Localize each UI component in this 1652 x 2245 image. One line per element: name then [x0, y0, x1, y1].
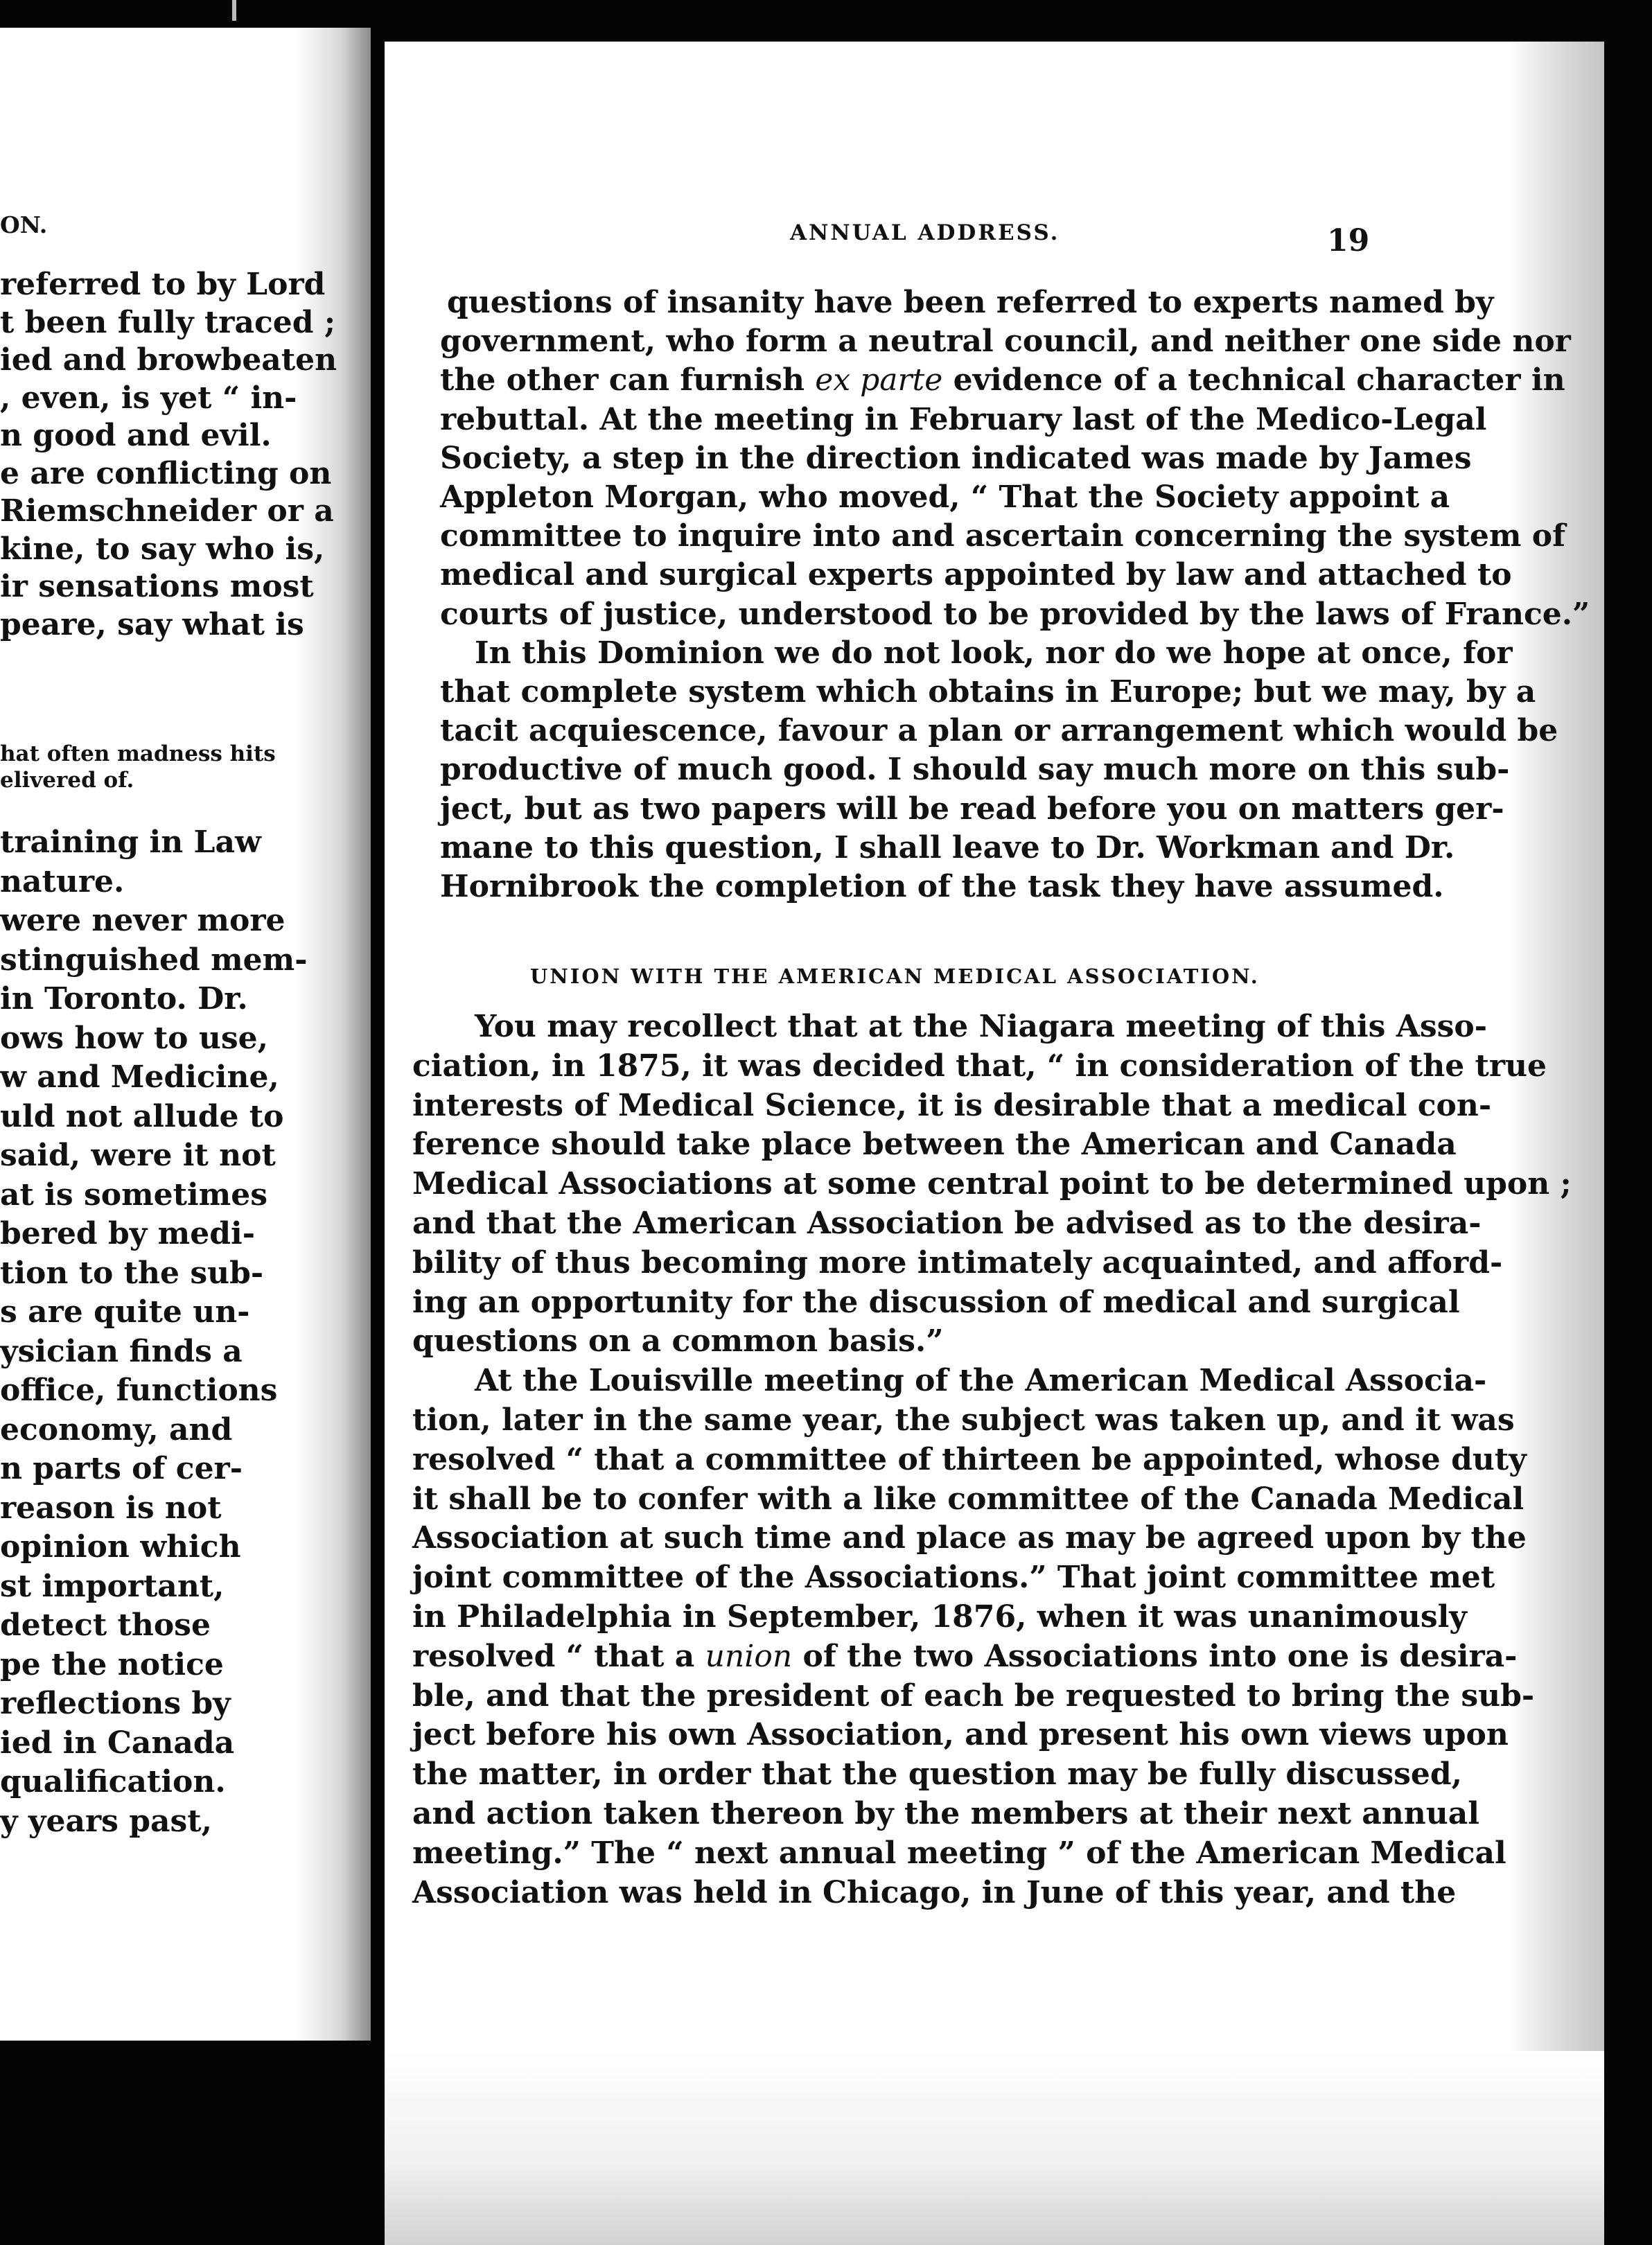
right-page	[385, 42, 1604, 2245]
left-text-line: bered by medi-	[0, 1216, 255, 1251]
left-text-line: ysician finds a	[0, 1333, 243, 1369]
left-text-line: reason is not	[0, 1490, 222, 1526]
page-bottom-shade	[385, 2051, 1604, 2245]
body-line: ciation, in 1875, it was decided that, “ in consideration of the true	[412, 1048, 1547, 1084]
body-line: joint committee of the Associations.” That joint committee met	[412, 1560, 1495, 1596]
left-text-line: n parts of cer-	[0, 1451, 243, 1486]
body-line: questions on a common basis.”	[412, 1323, 944, 1359]
body-line: resolved “ that a union of the two Associations into one is desira-	[412, 1638, 1518, 1674]
left-text-line: training in Law	[0, 825, 261, 860]
body-line: ject before his own Association, and present his own views upon	[412, 1717, 1509, 1753]
left-text-line: t been fully traced ;	[0, 304, 336, 340]
scan-border	[1604, 42, 1652, 2245]
left-text-line: reflections by	[0, 1686, 231, 1721]
left-text-line: ir sensations most	[0, 569, 314, 604]
section-heading: UNION WITH THE AMERICAN MEDICAL ASSOCIATION.	[530, 965, 1260, 988]
body-line: Hornibrook the completion of the task they have assumed.	[440, 869, 1444, 904]
body-line: and action taken thereon by the members at their next annual	[412, 1796, 1479, 1831]
body-line: tion, later in the same year, the subject was taken up, and it was	[412, 1402, 1515, 1438]
left-text-line: tion to the sub-	[0, 1255, 264, 1291]
body-line: Society, a step in the direction indicated was made by James	[440, 440, 1472, 476]
left-text-line: ied in Canada	[0, 1725, 235, 1761]
left-text-line: n good and evil.	[0, 418, 272, 453]
body-line: medical and surgical experts appointed by law and attached to	[440, 557, 1512, 593]
left-running-head: ON.	[0, 211, 48, 238]
left-text-line: uld not allude to	[0, 1098, 284, 1134]
left-page	[0, 28, 371, 2041]
page-divider	[371, 28, 385, 2245]
italic-phrase: union	[705, 1638, 793, 1674]
body-line: in Philadelphia in September, 1876, when it was unanimously	[412, 1599, 1467, 1635]
left-text-line: , even, is yet “ in-	[0, 380, 297, 416]
body-line: interests of Medical Science, it is desirable that a medical con-	[412, 1087, 1492, 1123]
left-text-line: peare, say what is	[0, 606, 304, 642]
body-line: it shall be to confer with a like committee of the Canada Medical	[412, 1481, 1524, 1517]
body-line: that complete system which obtains in Europe; but we may, by a	[440, 674, 1536, 710]
body-line: productive of much good. I should say much more on this sub-	[440, 752, 1510, 788]
body-line: and that the American Association be advised as to the desira-	[412, 1206, 1482, 1241]
left-text-line: referred to by Lord	[0, 267, 326, 302]
running-head: ANNUAL ADDRESS.	[790, 220, 1060, 245]
body-line: the matter, in order that the question may be fully discussed,	[412, 1757, 1462, 1793]
body-line: committee to inquire into and ascertain concerning the system of	[440, 518, 1566, 554]
body-line: resolved “ that a committee of thirteen be appointed, whose duty	[412, 1441, 1527, 1477]
italic-phrase: ex parte	[815, 362, 943, 398]
left-text-line: e are conflicting on	[0, 455, 332, 491]
left-text-line: y years past,	[0, 1803, 212, 1839]
body-line: At the Louisville meeting of the American Medical Associa-	[475, 1363, 1487, 1399]
body-line: meeting.” The “ next annual meeting ” of the American Medical	[412, 1835, 1506, 1871]
left-text-line: were never more	[0, 903, 285, 938]
body-line: In this Dominion we do not look, nor do we hope at once, for	[475, 635, 1513, 671]
left-text-line: kine, to say who is,	[0, 531, 325, 567]
body-line: courts of justice, understood to be provided by the laws of France.”	[440, 596, 1590, 632]
body-line: ject, but as two papers will be read before you on matters ger-	[440, 791, 1504, 827]
left-text-line: stinguished mem-	[0, 942, 308, 978]
body-line: government, who form a neutral council, and neither one side nor	[440, 324, 1571, 360]
left-text-line: pe the notice	[0, 1646, 224, 1682]
left-text-line: qualification.	[0, 1764, 226, 1799]
body-line: mane to this question, I shall leave to Dr. Workman and Dr.	[440, 829, 1455, 865]
body-line: Association was held in Chicago, in June of this year, and the	[412, 1874, 1457, 1910]
scan-mark	[232, 0, 236, 21]
left-text-line: economy, and	[0, 1411, 233, 1447]
left-text-line: said, were it not	[0, 1138, 276, 1173]
body-line: Medical Associations at some central point to be determined upon ;	[412, 1166, 1572, 1202]
left-text-line: detect those	[0, 1608, 211, 1643]
body-line: the other can furnish ex parte evidence of a technical character in	[440, 362, 1565, 398]
body-line: Appleton Morgan, who moved, “ That the Society appoint a	[440, 479, 1450, 515]
left-footnote-line: elivered of.	[0, 768, 134, 793]
body-line: Association at such time and place as may be agreed upon by the	[412, 1520, 1527, 1556]
left-footnote-line: hat often madness hits	[0, 741, 276, 766]
page-number: 19	[1327, 223, 1370, 258]
body-line: You may recollect that at the Niagara meeting of this Asso-	[475, 1009, 1488, 1044]
left-text-line: ied and browbeaten	[0, 342, 337, 378]
left-text-line: st important,	[0, 1568, 225, 1604]
body-line: tacit acquiescence, favour a plan or arrangement which would be	[440, 713, 1558, 749]
body-line: rebuttal. At the meeting in February last of the Medico-Legal	[440, 401, 1487, 437]
left-text-line: s are quite un-	[0, 1294, 250, 1330]
body-line: ference should take place between the American and Canada	[412, 1127, 1457, 1163]
body-line: ing an opportunity for the discussion of medical and surgical	[412, 1284, 1460, 1320]
body-line: ble, and that the president of each be requested to bring the sub-	[412, 1678, 1535, 1714]
left-text-line: nature.	[0, 863, 125, 899]
left-text-line: at is sometimes	[0, 1177, 267, 1213]
body-line: bility of thus becoming more intimately acquainted, and afford-	[412, 1244, 1503, 1280]
left-text-line: opinion which	[0, 1529, 241, 1565]
left-text-line: w and Medicine,	[0, 1059, 279, 1095]
left-text-line: ows how to use,	[0, 1020, 268, 1056]
left-text-line: office, functions	[0, 1373, 278, 1408]
left-text-line: Riemschneider or a	[0, 493, 334, 529]
body-line: questions of insanity have been referred to experts named by	[447, 285, 1494, 320]
left-text-line: in Toronto. Dr.	[0, 981, 248, 1016]
